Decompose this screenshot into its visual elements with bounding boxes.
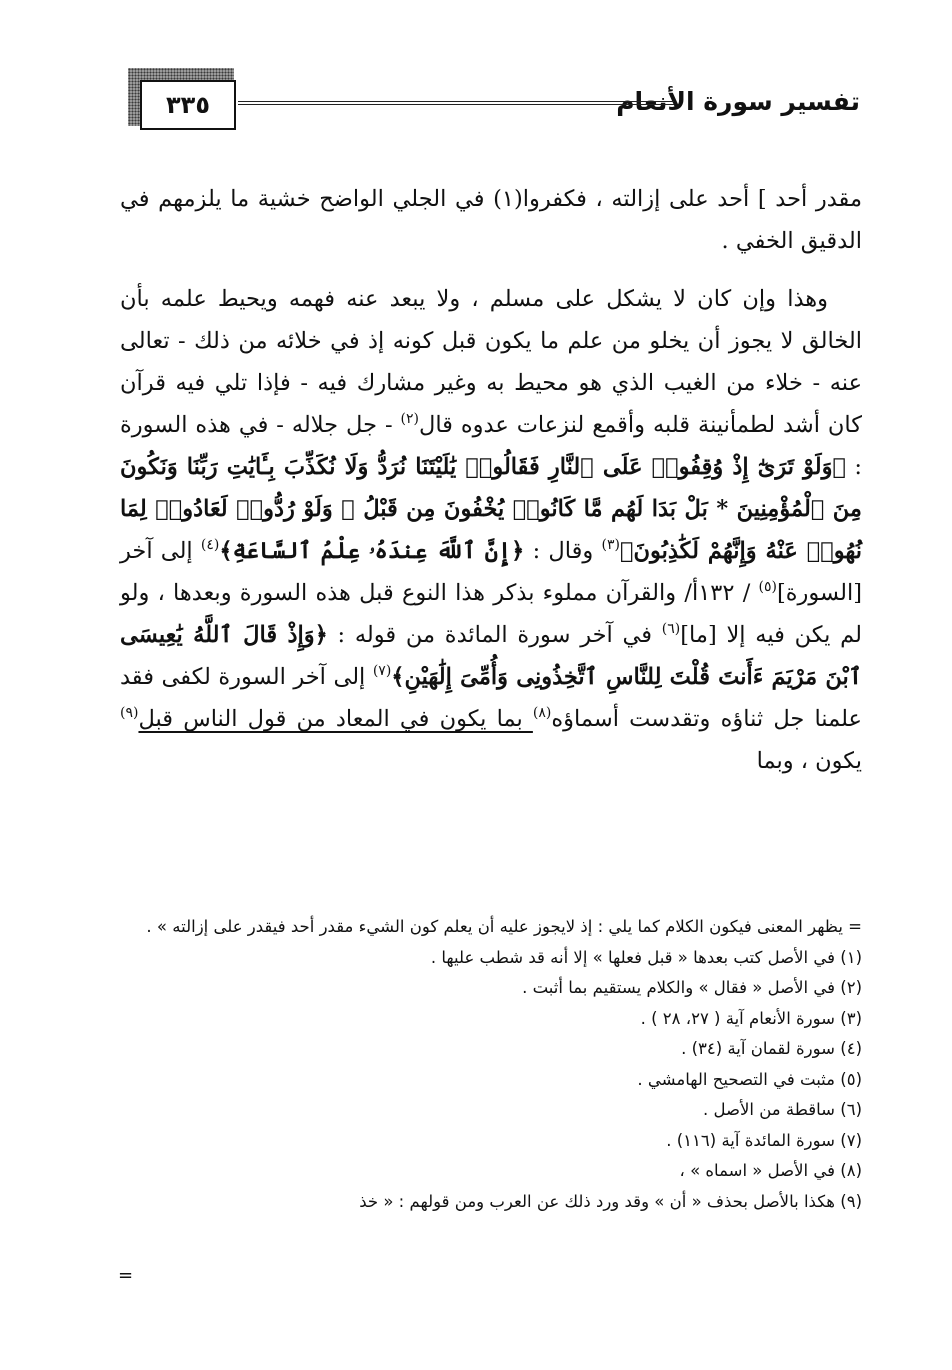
footnote-5: (٥) مثبت في التصحيح الهامشي . xyxy=(637,1069,862,1089)
running-header-title: تفسير سورة الأنعام xyxy=(616,87,860,116)
text-run: في آخر سورة المائدة من قوله : xyxy=(327,622,662,648)
footnote-ref-8: (٨) xyxy=(532,705,552,721)
footnote-continuation: = يظهر المعنى فيكون الكلام كما يلي : إذ لايجوز عليه أن يعلم كون الشيء مقدر أحد فيقدر على إزالته » . xyxy=(146,917,862,936)
footnote-3: (٣) سورة الأنعام آية ( ٢٧، ٢٨ ) . xyxy=(640,1008,862,1028)
page-number-box xyxy=(140,80,236,130)
main-text xyxy=(120,178,862,782)
text-run: / ١٣٢أ/ والقرآن مملوء بذكر هذا النوع قبل هذه السورة وبعدها ، ولو لم يكن فيه إلا [ما] xyxy=(120,580,862,648)
header-rule xyxy=(238,101,674,105)
text-run: يكون ، وبما xyxy=(756,748,862,774)
footnote-9: (٩) هكذا بالأصل بحذف « أن » وقد ورد ذلك عن العرب ومن قولهم : « خذ xyxy=(359,1191,862,1211)
footnote-ref-7: (٧) xyxy=(372,663,392,679)
paragraph-2 xyxy=(120,278,862,782)
footnote-continue-mark: = xyxy=(118,1265,134,1286)
quran-verse-maidah: ﴿وَإِذْ قَالَ ٱللَّهُ يَٰعِيسَى ٱبْنَ مَرْيَمَ ءَأَنتَ قُلْتَ لِلنَّاسِ ٱتَّخِذُونِى وَأُمِّىَ إِلَٰهَيْنِ﴾ xyxy=(120,622,863,690)
text-run: وهذا وإن كان لا يشكل على مسلم ، ولا يبعد عنه فهمه ويحيط علمه بأن الخالق لا يجوز أن يخلو من علم ما يكون قبل كونه إذ في خلائه من ذلك - تعالى عنه - خلاء من الغيب الذي هو محيط به وغير مشارك فيه - فإذا تلي فيه قرآن كان أشد لطمأنينة قلبه وأقمع لنزعات عدوه قال xyxy=(120,286,862,438)
footnote-ref-4: (٤) xyxy=(200,537,220,553)
underlined-phrase: بما يكون في المعاد من قول الناس قبل xyxy=(138,706,533,732)
text-run: إلى آخر السورة لكفى فقد علمنا جل ثناؤه وتقدست أسماؤه xyxy=(120,664,862,732)
footnote-ref-2: (٢) xyxy=(400,411,419,427)
page-number: ٣٣٥ xyxy=(166,91,210,119)
footnote-4: (٤) سورة لقمان آية (٣٤) . xyxy=(681,1039,862,1058)
footnote-1: (١) في الأصل كتب بعدها « قبل فعلها » إلا أنه قد شطب عليها . xyxy=(430,947,862,967)
footnote-ref-5: (٥) xyxy=(758,579,777,595)
footnote-ref-6: (٦) xyxy=(661,621,681,637)
text-run: إلى آخر [السورة] xyxy=(120,538,862,606)
footnote-6: (٦) ساقطة من الأصل . xyxy=(703,1100,862,1119)
paragraph-1: مقدر أحد ] أحد على إزالته ، فكفروا(١) في الجلي الواضح خشية ما يلزمهم في الدقيق الخفي . xyxy=(120,186,862,254)
footnote-8: (٨) في الأصل « اسماه » ، xyxy=(679,1161,862,1180)
text-run: وقال : xyxy=(524,538,602,564)
quran-verse-anam: ﴿وَلَوْ تَرَىٰٓ إِذْ وُقِفُوا۟ عَلَى ٱلنَّارِ فَقَالُوا۟ يَٰلَيْتَنَا نُرَدُّ وَلَا نُكَذِّبَ بِـَٔايَٰتِ رَبِّنَا وَنَكُونَ مِنَ ٱلْمُؤْمِنِينَ * بَلْ بَدَا لَهُم مَّا كَانُوا۟ يُخْفُونَ مِن قَبْلُ ۖ وَلَوْ رُدُّوا۟ لَعَادُوا۟ لِمَا نُهُوا۟ عَنْهُ وَإِنَّهُمْ لَكَٰذِبُونَ﴾ xyxy=(120,454,862,564)
footnote-ref-3: (٣) xyxy=(601,537,620,553)
footnote-7: (٧) سورة المائدة آية (١١٦) . xyxy=(666,1130,862,1150)
footnote-ref-9: (٩) xyxy=(120,705,139,721)
quran-verse-luqman: ﴿إِنَّ ٱللَّهَ عِندَهُۥ عِلْمُ ٱلسَّاعَةِ﴾ xyxy=(219,538,525,564)
footnote-2: (٢) في الأصل « فقال » والكلام يستقيم بما أثبت . xyxy=(522,978,862,997)
text-run: - جل جلاله - في هذه السورة : xyxy=(120,412,863,480)
footnotes xyxy=(120,912,862,1217)
